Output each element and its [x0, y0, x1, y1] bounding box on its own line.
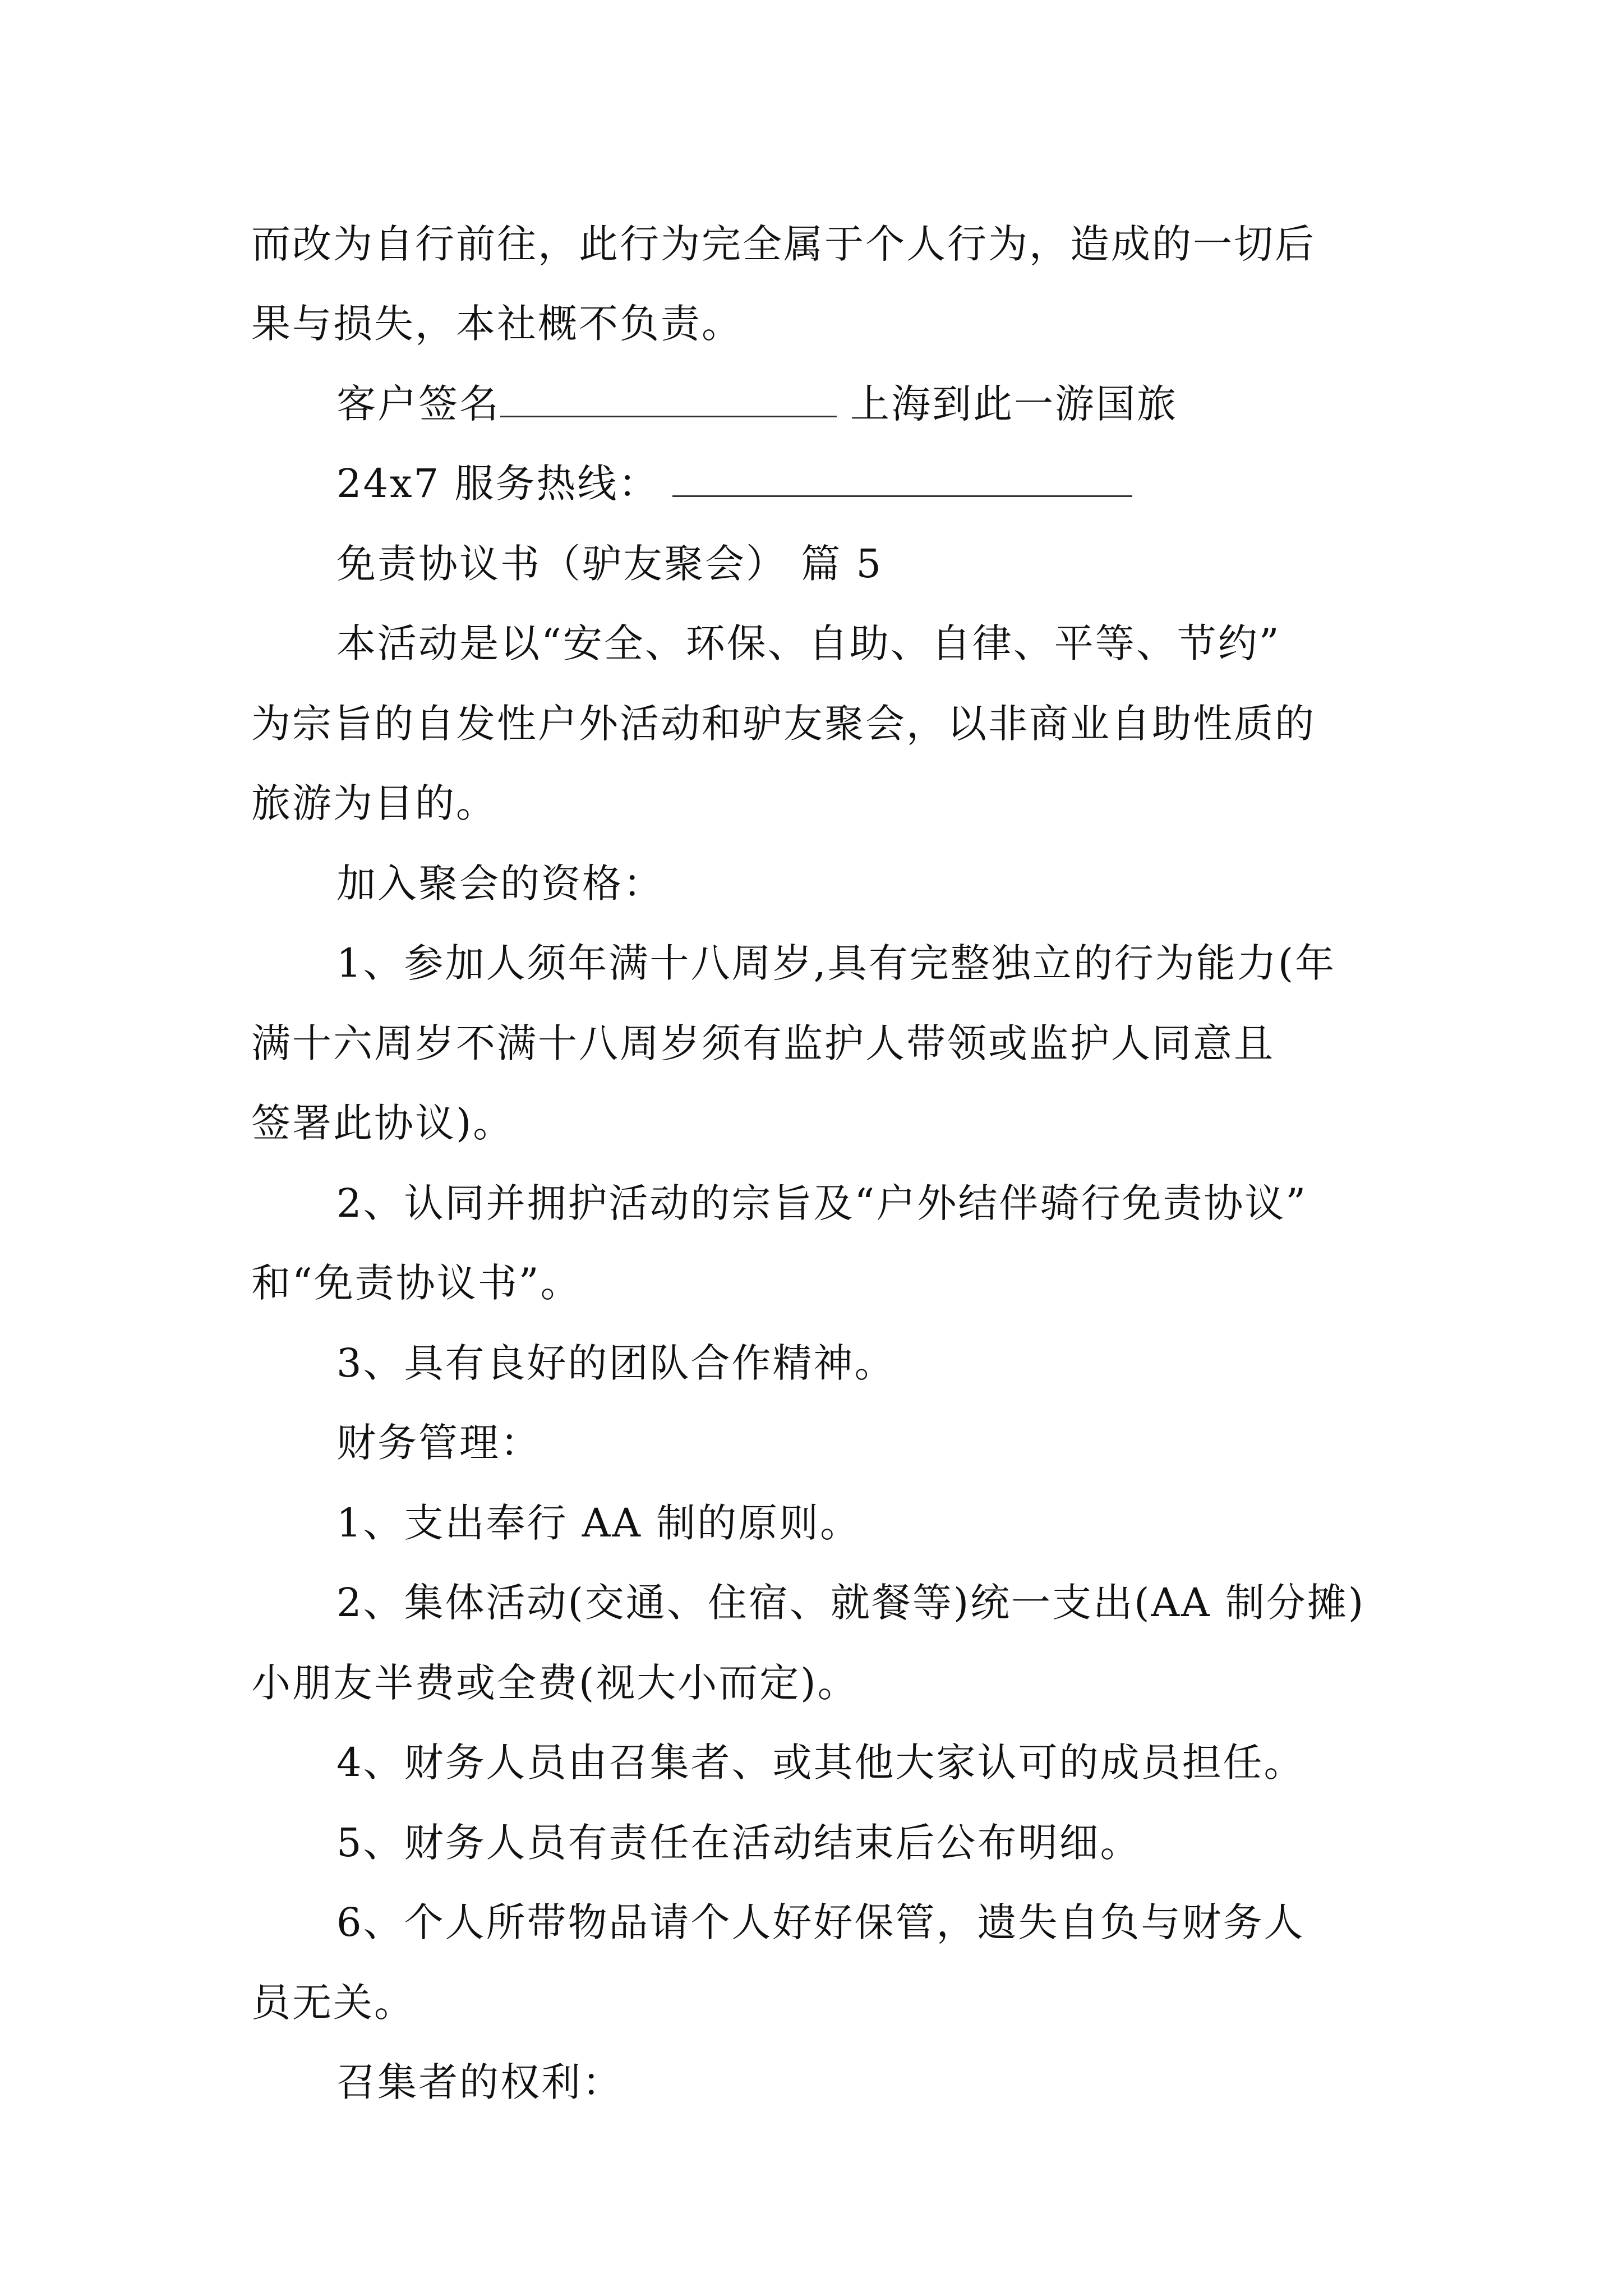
text-line: 满十六周岁不满十八周岁须有监护人带领或监护人同意且 [251, 1020, 1275, 1066]
text-line: 2、认同并拥护活动的宗旨及“户外结伴骑行免责协议” [336, 1180, 1308, 1226]
subheading: 召集者的权利： [336, 2059, 623, 2105]
hotline-label: 24x7 服务热线： [336, 461, 660, 507]
hotline-line [0, 455, 1623, 512]
text-line: 员无关。 [251, 1980, 415, 2026]
text-line: 签署此协议)。 [251, 1100, 514, 1146]
text-line: 本活动是以“安全、环保、自助、自律、平等、节约” [336, 620, 1281, 666]
hotline-blank [672, 461, 1132, 497]
text-line: 旅游为目的。 [251, 780, 497, 826]
subheading: 加入聚会的资格： [336, 861, 664, 907]
signature-line [0, 376, 1623, 432]
text-line: 果与损失，本社概不负责。 [251, 301, 743, 347]
text-line: 1、支出奉行 AA 制的原则。 [336, 1500, 861, 1546]
text-line: 1、参加人须年满十八周岁,具有完整独立的行为能力(年 [336, 940, 1336, 986]
text-line: 和“免责协议书”。 [251, 1260, 582, 1306]
text-line: 小朋友半费或全费(视大小而定)。 [251, 1660, 859, 1706]
text-line: 4、财务人员由召集者、或其他大家认可的成员担任。 [336, 1740, 1305, 1786]
text-line: 2、集体活动(交通、住宿、就餐等)统一支出(AA 制分摊) [336, 1580, 1366, 1626]
text-line: 5、财务人员有责任在活动结束后公布明细。 [336, 1820, 1141, 1866]
subheading: 财务管理： [336, 1420, 541, 1466]
signature-label: 客户签名 [336, 381, 500, 427]
text-line: 6、个人所带物品请个人好好保管，遗失自负与财务人 [336, 1899, 1305, 1945]
signature-blank [500, 381, 837, 417]
text-line: 3、具有良好的团队合作精神。 [336, 1340, 896, 1386]
text-line: 而改为自行前往，此行为完全属于个人行为，造成的一切后 [251, 221, 1316, 267]
section-heading: 免责协议书（驴友聚会） 篇 5 [336, 541, 883, 587]
agency-name: 上海到此一游国旅 [850, 381, 1178, 427]
text-line: 为宗旨的自发性户外活动和驴友聚会，以非商业自助性质的 [251, 701, 1316, 747]
